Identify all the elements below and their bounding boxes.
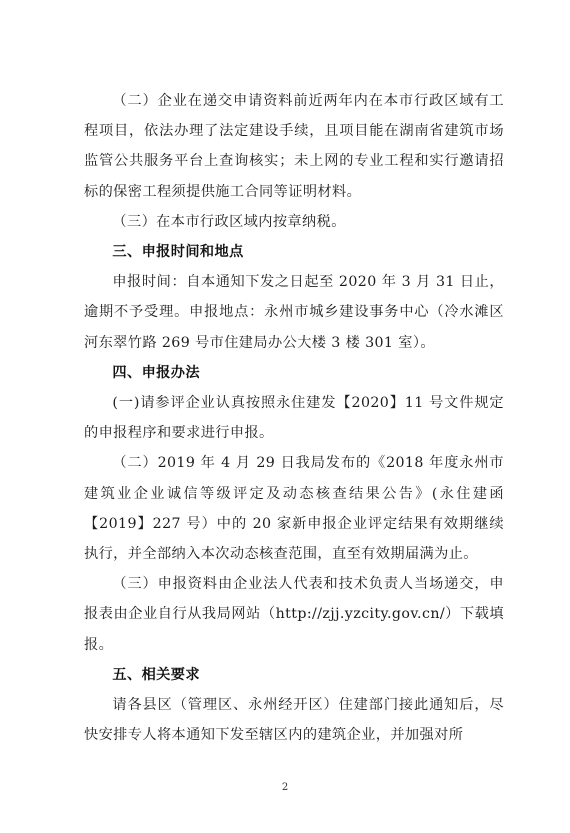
section-heading-5: 五、相关要求 — [112, 666, 200, 683]
document-body — [84, 86, 504, 750]
paragraph-method-3: （三）申报资料由企业法人代表和技术负责人当场递交，申报表由企业自行从我局网站（http://zjj.yzcity.gov.cn/）下载填报。 — [84, 576, 504, 653]
paragraph-method-1: (一)请参评企业认真按照永住建发【2020】11 号文件规定的申报程序和要求进行申报。 — [84, 395, 504, 442]
paragraph-application-time-place: 申报时间：自本通知下发之日起至 2020 年 3 月 31 日止，逾期不予受理。申报地点：永州市城乡建设事务中心（冷水滩区河东翠竹路 269 号市住建局办公大楼 3 楼 301 室）。 — [84, 274, 504, 351]
paragraph-requirement-3: （三）在本市行政区域内按章纳税。 — [112, 213, 346, 230]
paragraph-related-requirements: 请各县区（管理区、永州经开区）住建部门接此通知后，尽快安排专人将本通知下发至辖区内的建筑企业，并加强对所 — [84, 697, 504, 744]
paragraph-requirement-2: （二）企业在递交申请资料前近两年内在本市行政区域有工程项目，依法办理了法定建设手续，且项目能在湖南省建筑市场监管公共服务平台上查询核实；未上网的专业工程和实行邀请招标的保密工程须提供施工合同等证明材料。 — [84, 93, 504, 200]
paragraph-method-2: （二）2019 年 4 月 29 日我局发布的《2018 年度永州市建筑业企业诚信等级评定及动态核查结果公告》(永住建函【2019】227 号）中的 20 家新申报企业评定结果有效期继续执行，并全部纳入本次动态核查范围，直至有效期届满为止。 — [84, 455, 504, 563]
page-number: 2 — [281, 782, 289, 793]
section-heading-3: 三、申报时间和地点 — [112, 244, 244, 261]
section-heading-4: 四、申报办法 — [112, 364, 200, 381]
